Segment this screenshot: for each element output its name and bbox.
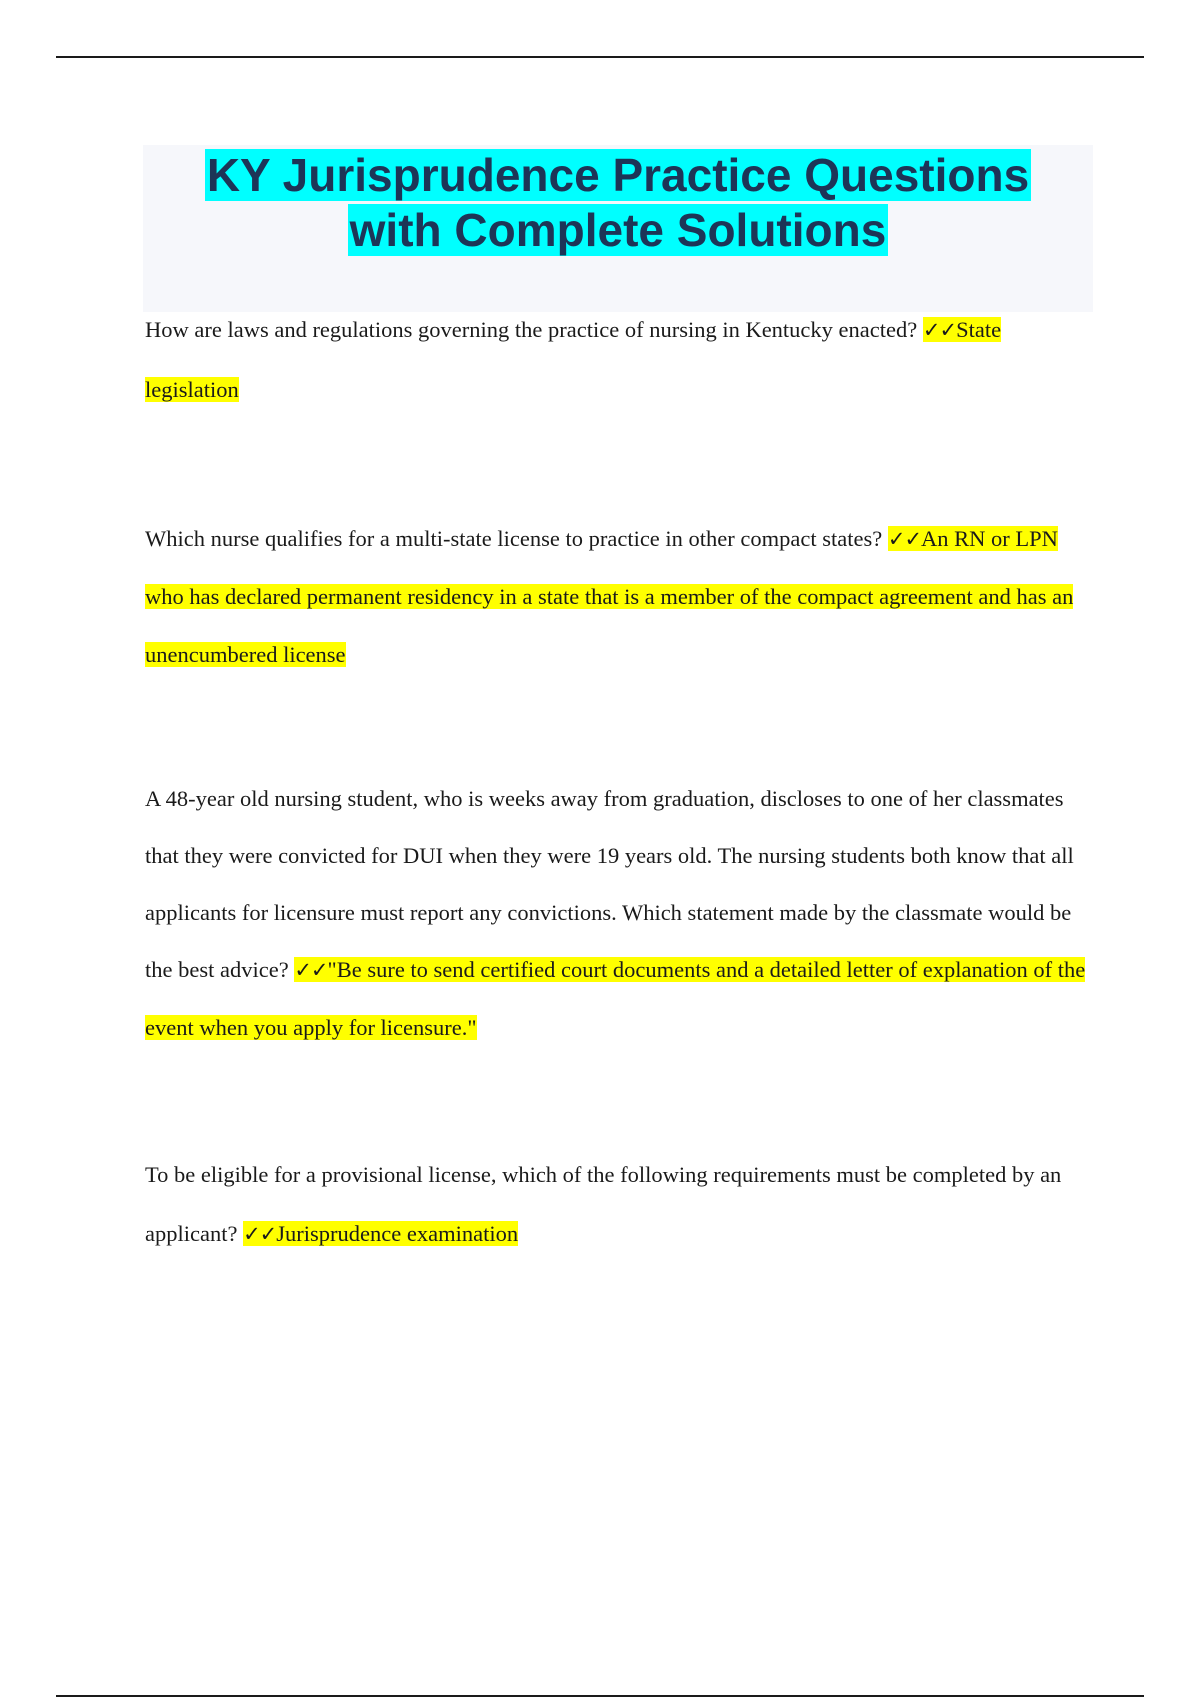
question-text: How are laws and regulations governing the practice of nursing in Kentucky enacted? [145, 317, 918, 342]
answer-text: An RN or LPN who has declared permanent residency in a state that is a member of the compact agreement and has an unencumbered license [145, 526, 1074, 667]
check-icon: ✓✓ [294, 958, 328, 982]
footer-rule [56, 1695, 1144, 1697]
check-icon: ✓✓ [243, 1222, 277, 1246]
document-title [143, 145, 1093, 258]
question-text: Which nurse qualifies for a multi-state license to practice in other compact states? [145, 526, 883, 551]
qa-item [145, 1145, 1090, 1264]
check-icon: ✓✓ [887, 527, 922, 551]
question-text: To be eligible for a provisional license, which of the following requirements must be completed by an applicant? [145, 1162, 1062, 1246]
title-block [143, 145, 1093, 312]
header-rule [56, 56, 1144, 58]
answer-highlight [243, 1221, 518, 1246]
qa-item [145, 300, 1090, 420]
answer-text: Jurisprudence examination [276, 1221, 519, 1246]
title-line-1: KY Jurisprudence Practice Questions [206, 149, 1030, 201]
answer-text: "Be sure to send certified court documents and a detailed letter of explanation of the event when you apply for licensure." [145, 957, 1086, 1040]
qa-item [145, 770, 1090, 1056]
check-icon: ✓✓ [922, 318, 957, 342]
question-text: A 48-year old nursing student, who is weeks away from graduation, discloses to one of her classmates that they were convicted for DUI when they were 19 years old. The nursing students both know that all applicants for licensure must report any convictions. Which statement made by the classmate would be the best advice? [145, 786, 1074, 982]
qa-item [145, 510, 1090, 684]
answer-text: State legislation [145, 317, 1002, 402]
title-line-2: with Complete Solutions [349, 204, 887, 256]
